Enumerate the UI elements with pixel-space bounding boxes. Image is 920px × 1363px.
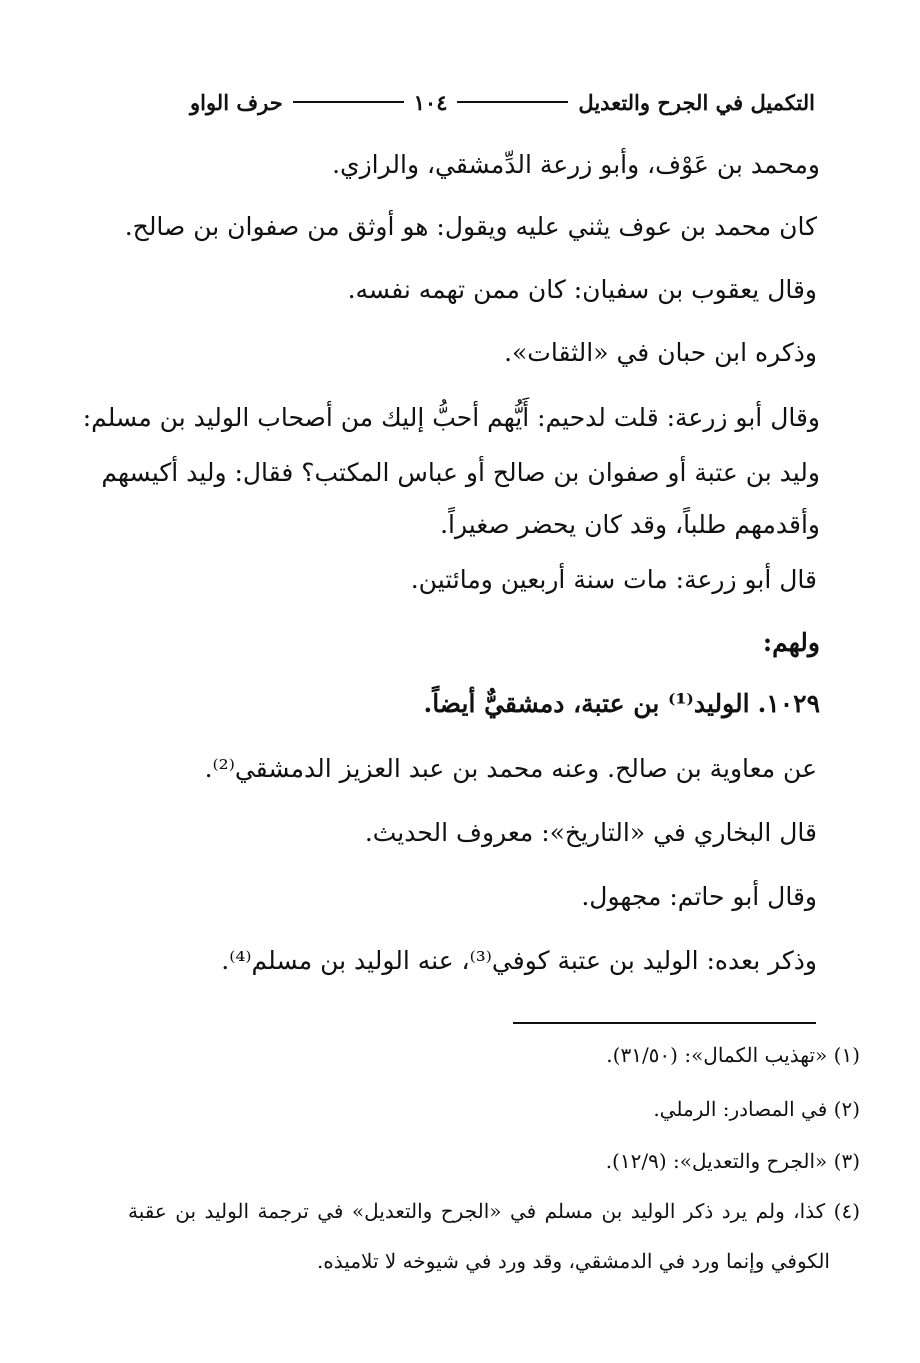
section-title: حرف الواو <box>189 89 283 115</box>
entry-heading <box>423 689 820 718</box>
text-line: قال أبو زرعة: مات سنة أربعين ومائتين. <box>410 565 817 594</box>
footnote: (١) «تهذيب الكمال»: (٣١/٥٠). <box>606 1043 860 1067</box>
entry-number: ١٠٢٩. <box>757 689 820 718</box>
footnote: (٤) كذا، ولم يرد ذكر الوليد بن مسلم في «الجرح والتعديل» في ترجمة الوليد بن عقبة <box>128 1199 860 1223</box>
text-line: وذكر بعده: الوليد بن عتبة كوفي⁽³⁾، عنه الوليد بن مسلم⁽⁴⁾. <box>221 946 817 975</box>
entry-name: الوليد⁽¹⁾ بن عتبة، دمشقيٌّ أيضاً. <box>423 689 750 718</box>
text-line: وقال يعقوب بن سفيان: كان ممن تهمه نفسه. <box>347 275 817 304</box>
text-line: وذكره ابن حبان في «الثقات». <box>504 338 817 367</box>
text-line: ومحمد بن عَوْف، وأبو زرعة الدِّمشقي، والرازي. <box>332 150 820 179</box>
text-line: وأقدمهم طلباً، وقد كان يحضر صغيراً. <box>440 510 820 539</box>
text-line: قال البخاري في «التاريخ»: معروف الحديث. <box>364 818 817 847</box>
footnote: (٢) في المصادر: الرملي. <box>653 1097 860 1121</box>
page-number: ١٠٤ <box>413 89 448 115</box>
footnote-separator <box>513 1022 816 1024</box>
text-line: وليد بن عتبة أو صفوان بن صالح أو عباس المكتب؟ فقال: وليد أكيسهم <box>101 458 820 487</box>
header-dash <box>457 101 568 103</box>
text-line: كان محمد بن عوف يثني عليه ويقول: هو أوثق من صفوان بن صالح. <box>124 212 817 241</box>
section-heading: ولهم: <box>762 628 820 657</box>
footnote-continuation: الكوفي وإنما ورد في الدمشقي، وقد ورد في شيوخه لا تلاميذه. <box>316 1249 830 1273</box>
text-line: وقال أبو حاتم: مجهول. <box>581 882 817 911</box>
running-header <box>190 82 815 122</box>
text-line: عن معاوية بن صالح. وعنه محمد بن عبد العزيز الدمشقي⁽²⁾. <box>204 754 817 783</box>
text-line: وقال أبو زرعة: قلت لدحيم: أَيُّهم أحبُّ إليك من أصحاب الوليد بن مسلم: <box>82 403 820 432</box>
header-dash <box>293 101 404 103</box>
book-title: التكميل في الجرح والتعديل <box>578 89 815 115</box>
footnote: (٣) «الجرح والتعديل»: (١٢/٩). <box>605 1149 860 1173</box>
